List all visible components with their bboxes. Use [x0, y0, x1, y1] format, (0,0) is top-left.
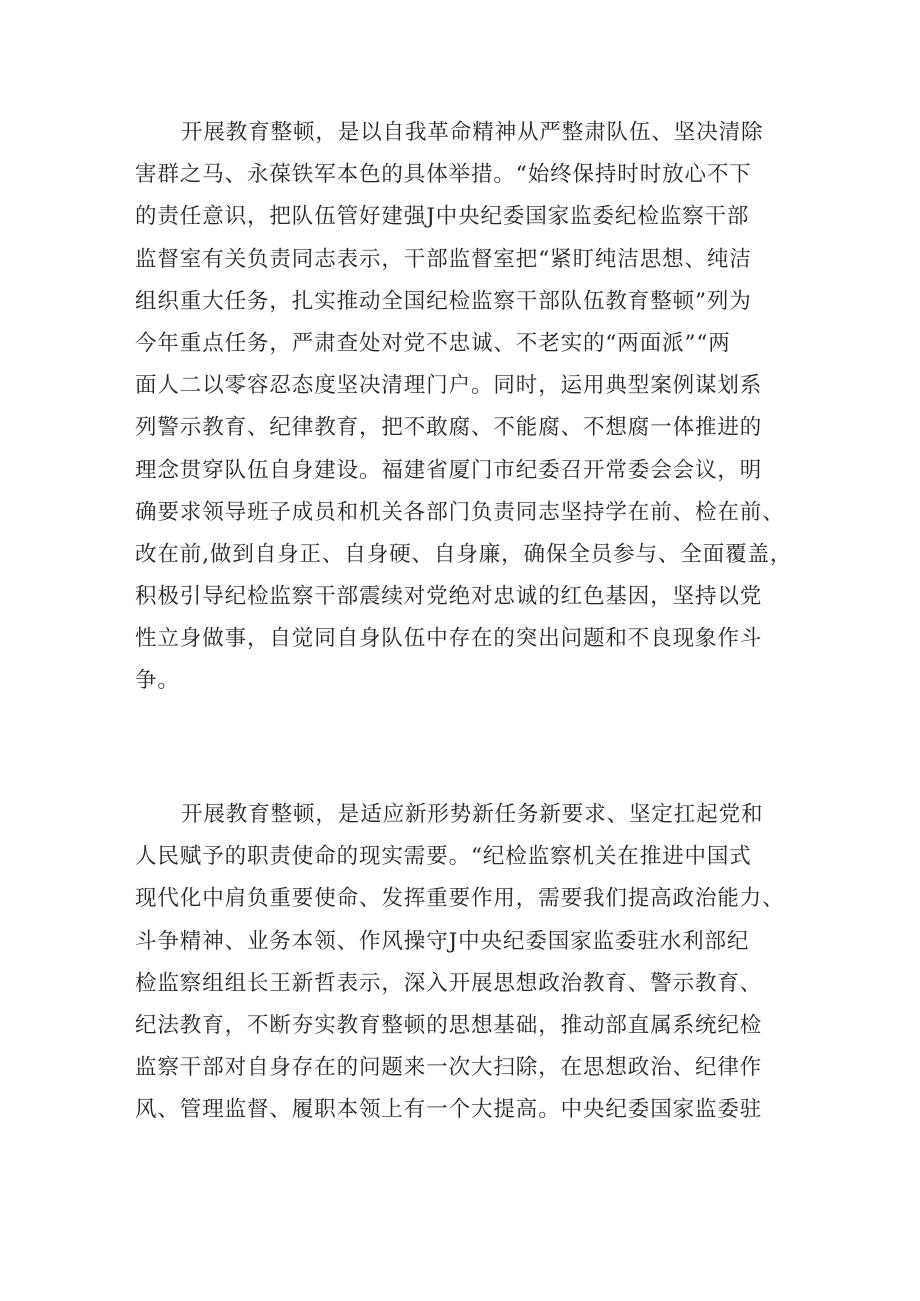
text-line: 列警示教育、纪律教育，把不敢腐、不能腐、不想腐一体推进的	[135, 415, 763, 441]
text-line: 今年重点任务，严肃查处对党不忠诚、不老实的“两面派”“两	[135, 330, 731, 356]
paragraph-education-rectification-measures	[135, 112, 795, 703]
text-line: 开展教育整顿，是适应新形势新任务新要求、坚定扛起党和	[181, 802, 764, 827]
text-line: 面人二以零容忍态度坚决清理门户。同时，运用典型案例谋划系	[135, 373, 763, 399]
paragraph-education-rectification-needs	[135, 794, 795, 1132]
text-line: 开展教育整顿，是以自我革命精神从严整肃队伍、坚决清除	[181, 120, 764, 145]
text-line: 的责任意识，把队伍管好建强J中央纪委国家监委纪检监察干部	[135, 204, 750, 230]
text-line: 人民赋予的职责使命的现实需要。“纪检监察机关在推进中国式	[135, 844, 752, 870]
text-line: 监察干部对自身存在的问题来一次大扫除，在思想政治、纪律作	[135, 1055, 763, 1081]
text-line: 监督室有关负责同志表示，干部监督室把“紧盯纯洁思想、纯洁	[135, 246, 752, 272]
text-line: 争。	[135, 668, 180, 694]
text-line: 现代化中肩负重要使命、发挥重要作用，需要我们提高政治能力、	[135, 886, 785, 912]
text-line: 斗争精神、业务本领、作风操守J中央纪委国家监委驻水利部纪	[135, 928, 750, 954]
text-line: 组织重大任务，扎实推动全国纪检监察干部队伍教育整顿”列为	[135, 288, 752, 314]
text-line: 检监察组组长王新哲表示，深入开展思想政治教育、警示教育、	[135, 970, 763, 996]
text-line: 积极引导纪检监察干部震续对党绝对忠诚的红色基因，坚持以党	[135, 584, 763, 610]
text-line: 害群之马、永葆铁军本色的具体举措。“始终保持时时放心不下	[135, 162, 752, 188]
text-line: 性立身做事，自觉同自身队伍中存在的突出问题和不良现象作斗	[135, 626, 763, 652]
text-line: 风、管理监督、履职本领上有一个大提高。中央纪委国家监委驻	[135, 1097, 763, 1123]
text-line: 改在前,做到自身正、自身硬、自身廉，确保全员参与、全面覆盖，	[135, 541, 793, 567]
text-line: 纪法教育，不断夯实教育整顿的思想基础，推动部直属系统纪检	[135, 1012, 763, 1038]
text-line: 确要求领导班子成员和机关各部门负责同志坚持学在前、检在前、	[135, 499, 785, 525]
text-line: 理念贯穿队伍自身建设。福建省厦门市纪委召开常委会会议，明	[135, 457, 763, 483]
